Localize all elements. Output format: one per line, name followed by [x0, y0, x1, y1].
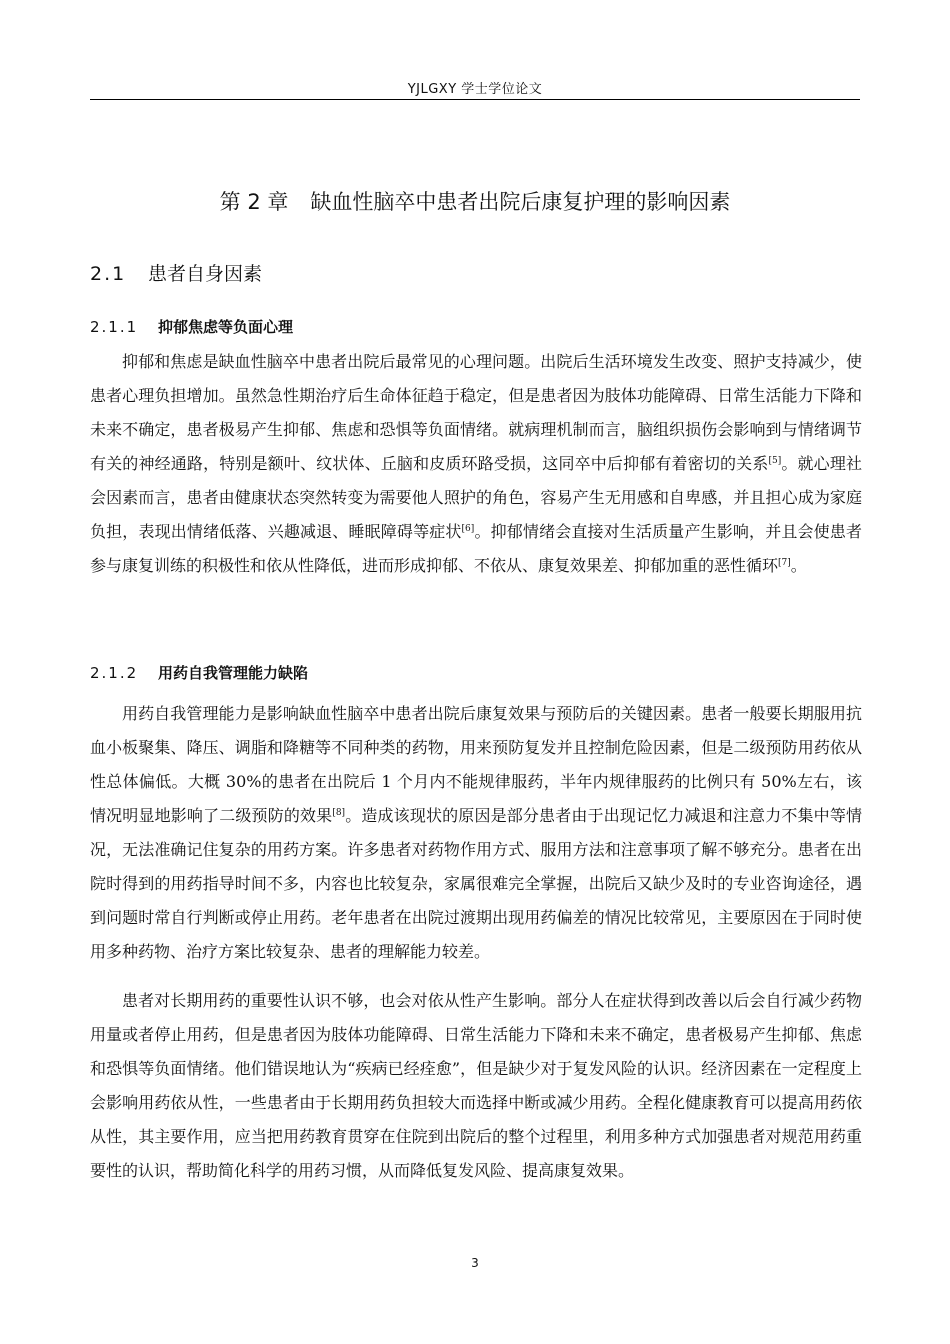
paragraph-text: 。	[790, 556, 807, 575]
running-header: YJLGXY 学士学位论文	[407, 82, 543, 97]
chapter-title	[90, 186, 860, 216]
paragraph-text: 患者对长期用药的重要性认识不够，也会对依从性产生影响。部分人在症状得到改善以后会自行减少药物用量或者停止用药，但是患者因为肢体功能障碍、日常生活能力下降和未来不确定，患者极易产生抑郁、焦虑和恐惧等负面情绪。他们错误地认为“疾病已经痊愈”，但是缺少对于复发风险的认识。经济因素在一定程度上会影响用药依从性，一些患者由于长期用药负担较大而选择中断或减少用药。全程化健康教育可以提高用药依从性，其主要作用，应当把用药教育贯穿在住院到出院后的整个过程里，利用多种方式加强患者对规范用药重要性的认识，帮助简化科学的用药习惯，从而降低复发风险、提高康复效果。	[90, 991, 862, 1180]
chapter-title-text: 缺血性脑卒中患者出院后康复护理的影响因素	[310, 190, 731, 214]
subsection-number: 2.1.1	[90, 318, 139, 336]
subsection-heading-2-1-2	[90, 662, 308, 683]
paragraph-text: 用药自我管理能力是影响缺血性脑卒中患者出院后康复效果与预防后的关键因素。患者一般要长期服用抗血小板聚集、降压、调脂和降糖等不同种类的药物，用来预防复发并且控制危险因素，但是二级预防用药依从性总体偏低。大概 30%的患者在出院后 1 个月内不能规律服药，半年内规律服药的比例只有 50%左右，该情况明显地影响了二级预防的效果	[90, 704, 862, 825]
section-number: 2.1	[90, 263, 127, 285]
citation-8: [8]	[332, 808, 346, 818]
citation-6: [6]	[461, 524, 475, 534]
chapter-number: 第 2 章	[219, 190, 289, 214]
paragraph-text: 。就心理社会因素而言，患者由健康状态突然转变为需要他人照护的角色，容易产生无用感和自卑感，并且担心成为家庭负担，表现出情绪低落、兴趣减退、睡眠障碍等症状	[90, 454, 862, 541]
subsection-title: 用药自我管理能力缺陷	[158, 664, 309, 682]
paragraph-medication-management	[90, 697, 862, 969]
section-title: 患者自身因素	[148, 263, 263, 285]
section-heading	[90, 259, 262, 286]
paragraph-text: 。抑郁情绪会直接对生活质量产生影响，并且会使患者参与康复训练的积极性和依从性降低，进而形成抑郁、不依从、康复效果差、抑郁加重的恶性循环	[90, 522, 862, 575]
subsection-heading-2-1-1	[90, 316, 293, 337]
paragraph-depression-anxiety	[90, 345, 862, 583]
page-number: 3	[471, 1256, 479, 1270]
citation-7: [7]	[778, 558, 791, 568]
subsection-title: 抑郁焦虑等负面心理	[158, 318, 294, 336]
subsection-number: 2.1.2	[90, 664, 139, 682]
header-rule	[90, 99, 860, 100]
paragraph-text: 。造成该现状的原因是部分患者由于出现记忆力减退和注意力不集中等情况，无法准确记住复杂的用药方案。许多患者对药物作用方式、服用方法和注意事项了解不够充分。患者在出院时得到的用药指导时间不多，内容也比较复杂，家属很难完全掌握，出院后又缺少及时的专业咨询途径，遇到问题时常自行判断或停止用药。老年患者在出院过渡期出现用药偏差的情况比较常见，主要原因在于同时使用多种药物、治疗方案比较复杂、患者的理解能力较差。	[90, 806, 862, 961]
paragraph-text: 抑郁和焦虑是缺血性脑卒中患者出院后最常见的心理问题。出院后生活环境发生改变、照护支持减少，使患者心理负担增加。虽然急性期治疗后生命体征趋于稳定，但是患者因为肢体功能障碍、日常生活能力下降和未来不确定，患者极易产生抑郁、焦虑和恐惧等负面情绪。就病理机制而言，脑组织损伤会影响到与情绪调节有关的神经通路，特别是额叶、纹状体、丘脑和皮质环路受损，这同卒中后抑郁有着密切的关系	[90, 352, 862, 473]
paragraph-medication-awareness	[90, 984, 862, 1188]
citation-5: [5]	[768, 456, 782, 466]
